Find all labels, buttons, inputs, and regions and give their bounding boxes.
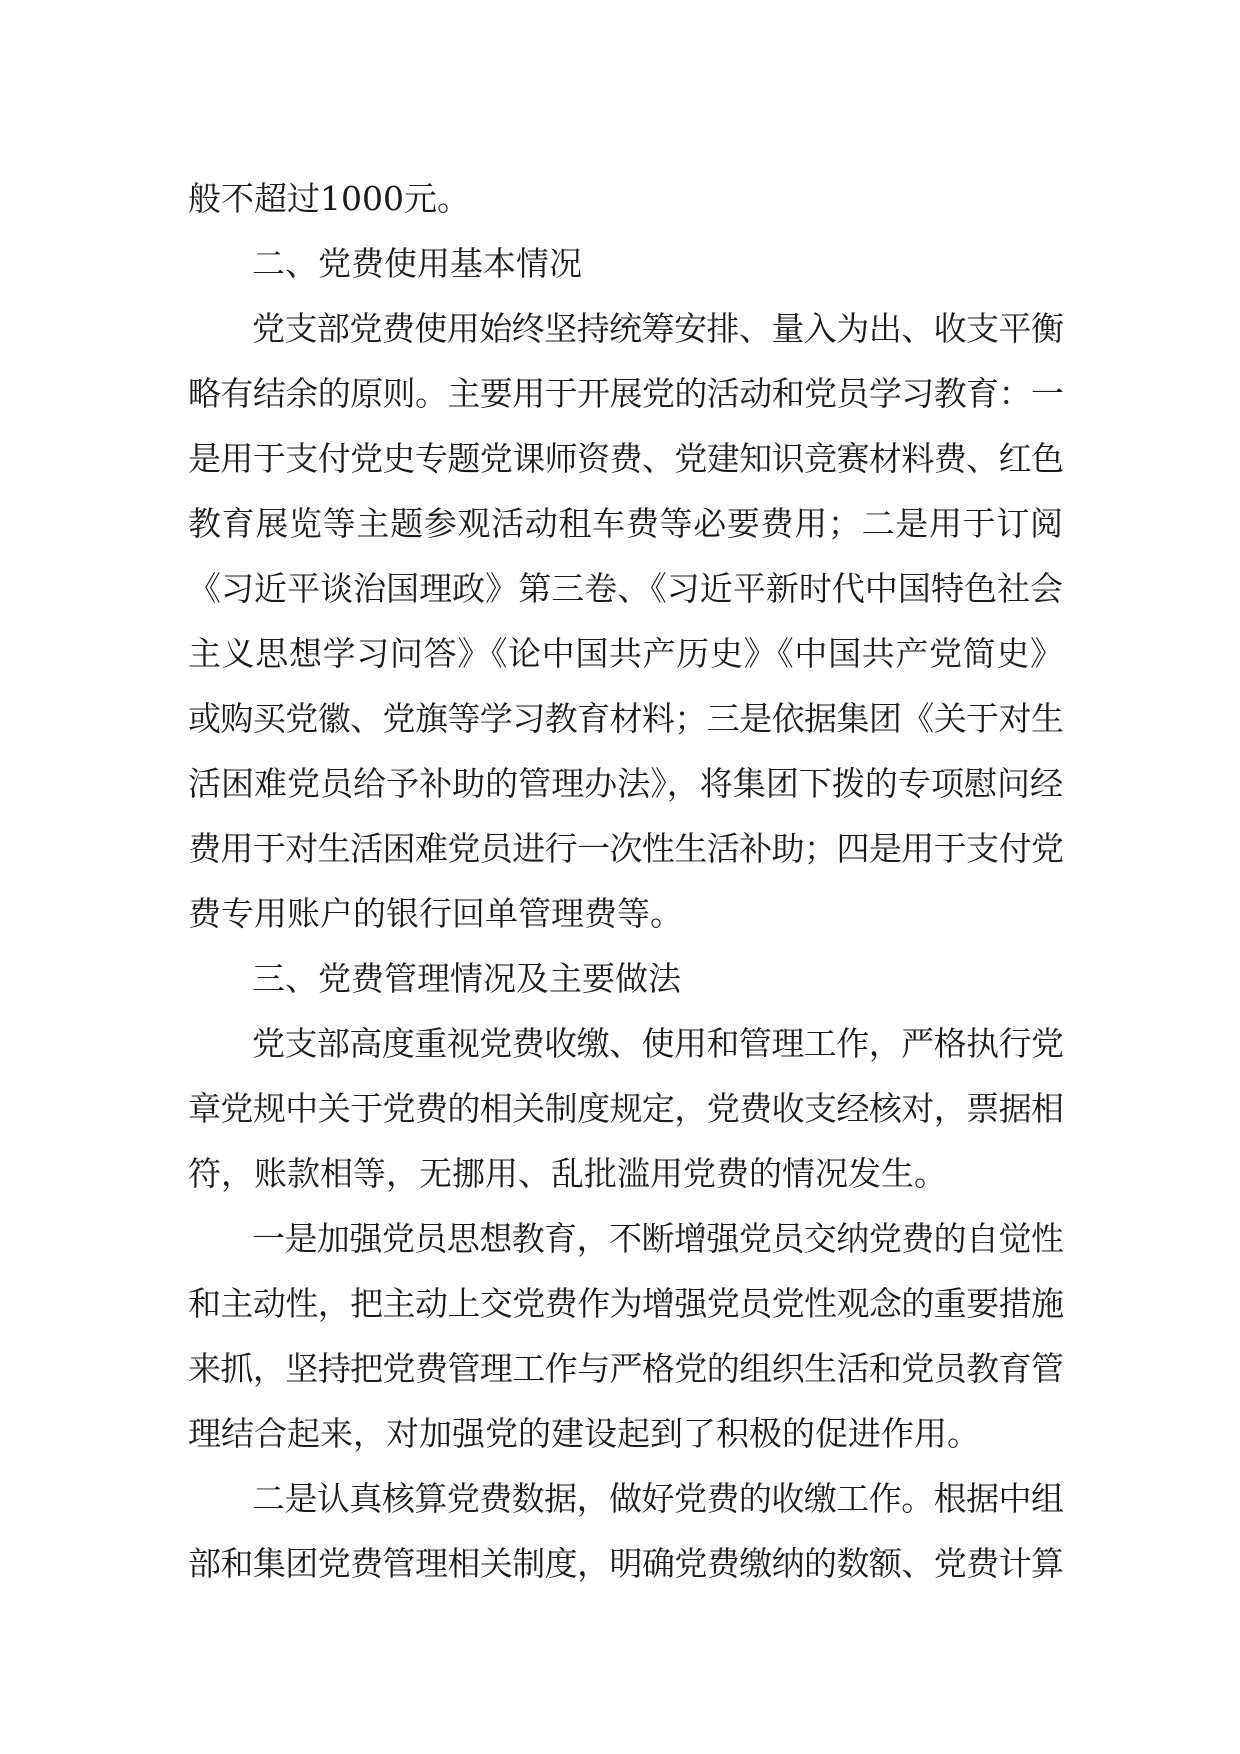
text-line: 费专用账户的银行回单管理费等。 (188, 894, 683, 933)
body-text (188, 166, 1063, 1596)
text-line: 党支部党费使用始终坚持统筹安排、量入为出、收支平衡 (252, 309, 1063, 348)
text-line: 党支部高度重视党费收缴、使用和管理工作，严格执行党 (252, 1024, 1063, 1063)
text-line: 和主动性，把主动上交党费作为增强党员党性观念的重要措施 (188, 1284, 1063, 1323)
text-line: 章党规中关于党费的相关制度规定，党费收支经核对，票据相 (188, 1089, 1063, 1128)
text-line: 教育展览等主题参观活动租车费等必要费用；二是用于订阅 (188, 504, 1063, 543)
section-heading-management: 三、党费管理情况及主要做法 (252, 959, 681, 998)
text-line: 二是认真核算党费数据，做好党费的收缴工作。根据中组 (252, 1479, 1063, 1518)
text-line: 来抓，坚持把党费管理工作与严格党的组织生活和党员教育管 (188, 1349, 1063, 1388)
text-line: 是用于支付党史专题党课师资费、党建知识竞赛材料费、红色 (188, 439, 1063, 478)
section-heading-usage: 二、党费使用基本情况 (252, 244, 582, 283)
text-line: 活困难党员给予补助的管理办法》，将集团下拨的专项慰问经 (188, 764, 1063, 803)
text-line: 费用于对生活困难党员进行一次性生活补助；四是用于支付党 (188, 829, 1063, 868)
text-line: 或购买党徽、党旗等学习教育材料；三是依据集团《关于对生 (188, 699, 1063, 738)
text-line: 一是加强党员思想教育，不断增强党员交纳党费的自觉性 (252, 1219, 1063, 1258)
text-line: 略有结余的原则。主要用于开展党的活动和党员学习教育：一 (188, 374, 1063, 413)
text-line: 部和集团党费管理相关制度，明确党费缴纳的数额、党费计算 (188, 1544, 1063, 1583)
text-line: 般不超过1000元。 (188, 179, 470, 218)
text-line: 理结合起来，对加强党的建设起到了积极的促进作用。 (188, 1414, 980, 1453)
text-line: 符，账款相等，无挪用、乱批滥用党费的情况发生。 (188, 1154, 947, 1193)
text-line: 《习近平谈治国理政》第三卷、《习近平新时代中国特色社会 (188, 569, 1063, 608)
text-line: 主义思想学习问答》《论中国共产历史》《中国共产党简史》 (188, 634, 1063, 673)
